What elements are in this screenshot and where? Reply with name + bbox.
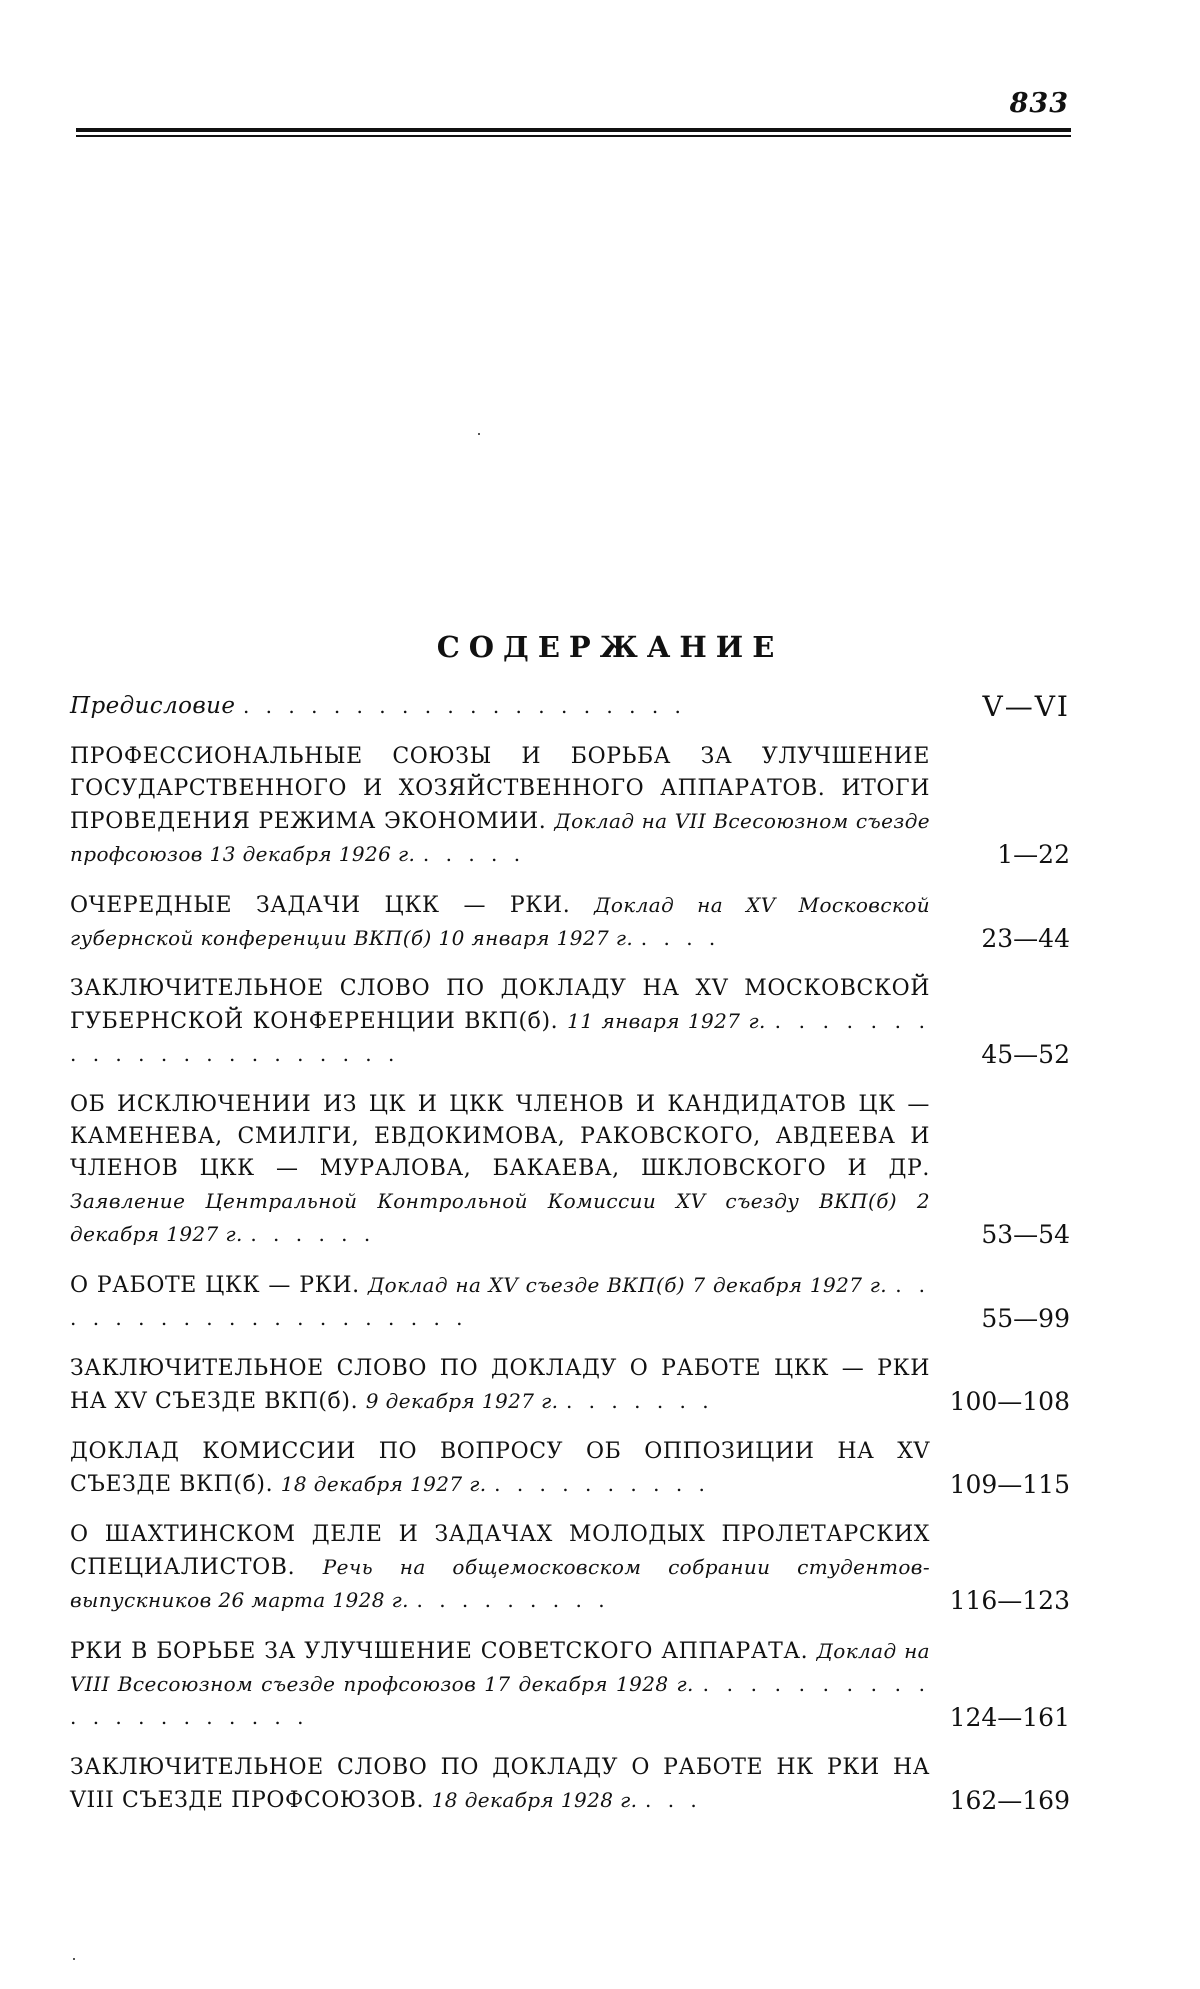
header-rule-thin	[76, 135, 1071, 137]
toc-entry-leader: . . . . . . . . . .	[494, 1472, 710, 1496]
toc-entry-pages: 53—54	[981, 1220, 1070, 1249]
toc-entry-title: ПРОФЕССИОНАЛЬНЫЕ СОЮЗЫ И БОРЬБА ЗА УЛУЧШЕНИЕ ГОСУДАРСТВЕННОГО И ХОЗЯЙСТВЕННОГО АППАРАТОВ. ИТОГИ ПРОВЕДЕНИЯ РЕЖИМА ЭКОНОМИИ.	[70, 744, 930, 834]
toc-entry-leader: . . . . . . . . . . . . . . . . . . . .	[70, 1273, 931, 1330]
toc-entry-title: ОЧЕРЕДНЫЕ ЗАДАЧИ ЦКК — РКИ.	[70, 893, 571, 918]
toc-entry-subtitle: Доклад на XV съезде ВКП(б) 7 декабря 1927 г.	[367, 1273, 888, 1297]
toc-entry-leader: . . . .	[640, 926, 721, 950]
toc-entry-subtitle: Доклад на VII Всесоюзном съезде профсоюзов 13 декабря 1926 г.	[70, 809, 931, 866]
toc-entry-text	[70, 1752, 930, 1817]
toc-entry-text	[70, 1353, 930, 1418]
toc-entry-pages: 100—108	[949, 1387, 1070, 1416]
toc-entry-text	[70, 889, 930, 955]
toc-entry-subtitle: 18 декабря 1927 г.	[280, 1472, 487, 1496]
toc-entry-leader: . . . . . . . . . . . . . . . . . . . . .	[70, 1672, 930, 1729]
toc-entry-title: ЗАКЛЮЧИТЕЛЬНОЕ СЛОВО ПО ДОКЛАДУ О РАБОТЕ НК РКИ НА VIII СЪЕЗДЕ ПРОФСОЮЗОВ.	[70, 1755, 930, 1813]
toc-entry-title: ЗАКЛЮЧИТЕЛЬНОЕ СЛОВО ПО ДОКЛАДУ О РАБОТЕ ЦКК — РКИ НА XV СЪЕЗДЕ ВКП(б).	[70, 1356, 930, 1414]
toc-entry-title: ЗАКЛЮЧИТЕЛЬНОЕ СЛОВО ПО ДОКЛАДУ НА XV МОСКОВСКОЙ ГУБЕРНСКОЙ КОНФЕРЕНЦИИ ВКП(б).	[70, 976, 930, 1034]
print-speck	[478, 433, 480, 435]
toc-entry-text	[70, 741, 930, 871]
toc-entry	[70, 1519, 1070, 1617]
toc-entry-text	[70, 690, 930, 723]
toc-entry	[70, 690, 1070, 723]
toc-entry	[70, 1436, 1070, 1501]
toc-entry-subtitle: 11 января 1927 г.	[567, 1009, 766, 1033]
toc-entry	[70, 1353, 1070, 1418]
toc-entry	[70, 973, 1070, 1071]
toc-entry-subtitle: Речь на общемосковском собрании студентов-выпускников 26 марта 1928 г.	[70, 1555, 930, 1612]
toc-entry-pages: 124—161	[949, 1703, 1070, 1732]
page-number: 833	[1009, 88, 1069, 119]
toc-entry-subtitle: 9 декабря 1927 г.	[365, 1389, 559, 1413]
toc-entry-title: О РАБОТЕ ЦКК — РКИ.	[70, 1273, 360, 1298]
header-rule-thick	[76, 128, 1071, 132]
table-of-contents	[70, 690, 1070, 1835]
toc-entry-text	[70, 1269, 930, 1335]
toc-entry-text	[70, 1089, 930, 1251]
toc-entry-leader: . . . . .	[422, 842, 526, 866]
toc-entry-title: О ШАХТИНСКОМ ДЕЛЕ И ЗАДАЧАХ МОЛОДЫХ ПРОЛЕТАРСКИХ СПЕЦИАЛИСТОВ.	[70, 1522, 930, 1580]
toc-entry-text	[70, 973, 930, 1071]
toc-entry-leader: . . . . . . . . .	[416, 1588, 610, 1612]
toc-entry-leader: . . .	[645, 1788, 702, 1812]
toc-entry-pages: 109—115	[949, 1470, 1070, 1499]
toc-entry	[70, 1635, 1070, 1734]
toc-entry-leader: . . . . . . . . . . . . . . . . . . . .	[242, 694, 686, 718]
toc-entry-title: ДОКЛАД КОМИССИИ ПО ВОПРОСУ ОБ ОППОЗИЦИИ НА XV СЪЕЗДЕ ВКП(б).	[70, 1439, 930, 1497]
toc-entry-pages: V—VI	[982, 690, 1070, 723]
print-speck	[73, 1958, 75, 1960]
toc-entry	[70, 1752, 1070, 1817]
toc-entry-text	[70, 1519, 930, 1617]
toc-entry-title: ОБ ИСКЛЮЧЕНИИ ИЗ ЦК И ЦКК ЧЛЕНОВ И КАНДИДАТОВ ЦК — КАМЕНЕВА, СМИЛГИ, ЕВДОКИМОВА, РАКОВСКОГО, АВДЕЕВА И ЧЛЕНОВ ЦКК — МУРАЛОВА, БАКАЕВА, ШКЛОВСКОГО И ДР.	[70, 1092, 930, 1181]
toc-entry	[70, 889, 1070, 955]
toc-entry-subtitle: Доклад на VIII Всесоюзном съезде профсоюзов 17 декабря 1928 г.	[70, 1639, 930, 1696]
toc-entry-subtitle: 18 декабря 1928 г.	[431, 1788, 638, 1812]
toc-entry-pages: 23—44	[981, 924, 1070, 953]
toc-entry-subtitle: Заявление Центральной Контрольной Комиссии XV съезду ВКП(б) 2 декабря 1927 г.	[70, 1189, 930, 1246]
toc-entry-text	[70, 1635, 930, 1734]
toc-entry-subtitle: Доклад на XV Московской губернской конференции ВКП(б) 10 января 1927 г.	[70, 893, 930, 950]
toc-entry	[70, 741, 1070, 871]
toc-entry-text	[70, 1436, 930, 1501]
contents-heading: СОДЕРЖАНИЕ	[436, 630, 784, 664]
toc-entry-pages: 1—22	[997, 840, 1070, 869]
toc-entry-title: РКИ В БОРЬБЕ ЗА УЛУЧШЕНИЕ СОВЕТСКОГО АППАРАТА.	[70, 1639, 809, 1664]
toc-entry-leader: . . . . . . . . . . . . . . . . . . . . . .	[70, 1009, 931, 1066]
toc-entry	[70, 1089, 1070, 1251]
toc-entry-pages: 116—123	[949, 1586, 1070, 1615]
toc-entry-pages: 55—99	[981, 1304, 1070, 1333]
toc-entry-pages: 45—52	[981, 1040, 1070, 1069]
toc-entry-leader: . . . . . .	[250, 1222, 376, 1246]
toc-entry-leader: . . . . . . .	[565, 1389, 714, 1413]
toc-entry-pages: 162—169	[949, 1786, 1070, 1815]
toc-entry	[70, 1269, 1070, 1335]
toc-entry-subtitle: Предисловие	[70, 693, 236, 719]
